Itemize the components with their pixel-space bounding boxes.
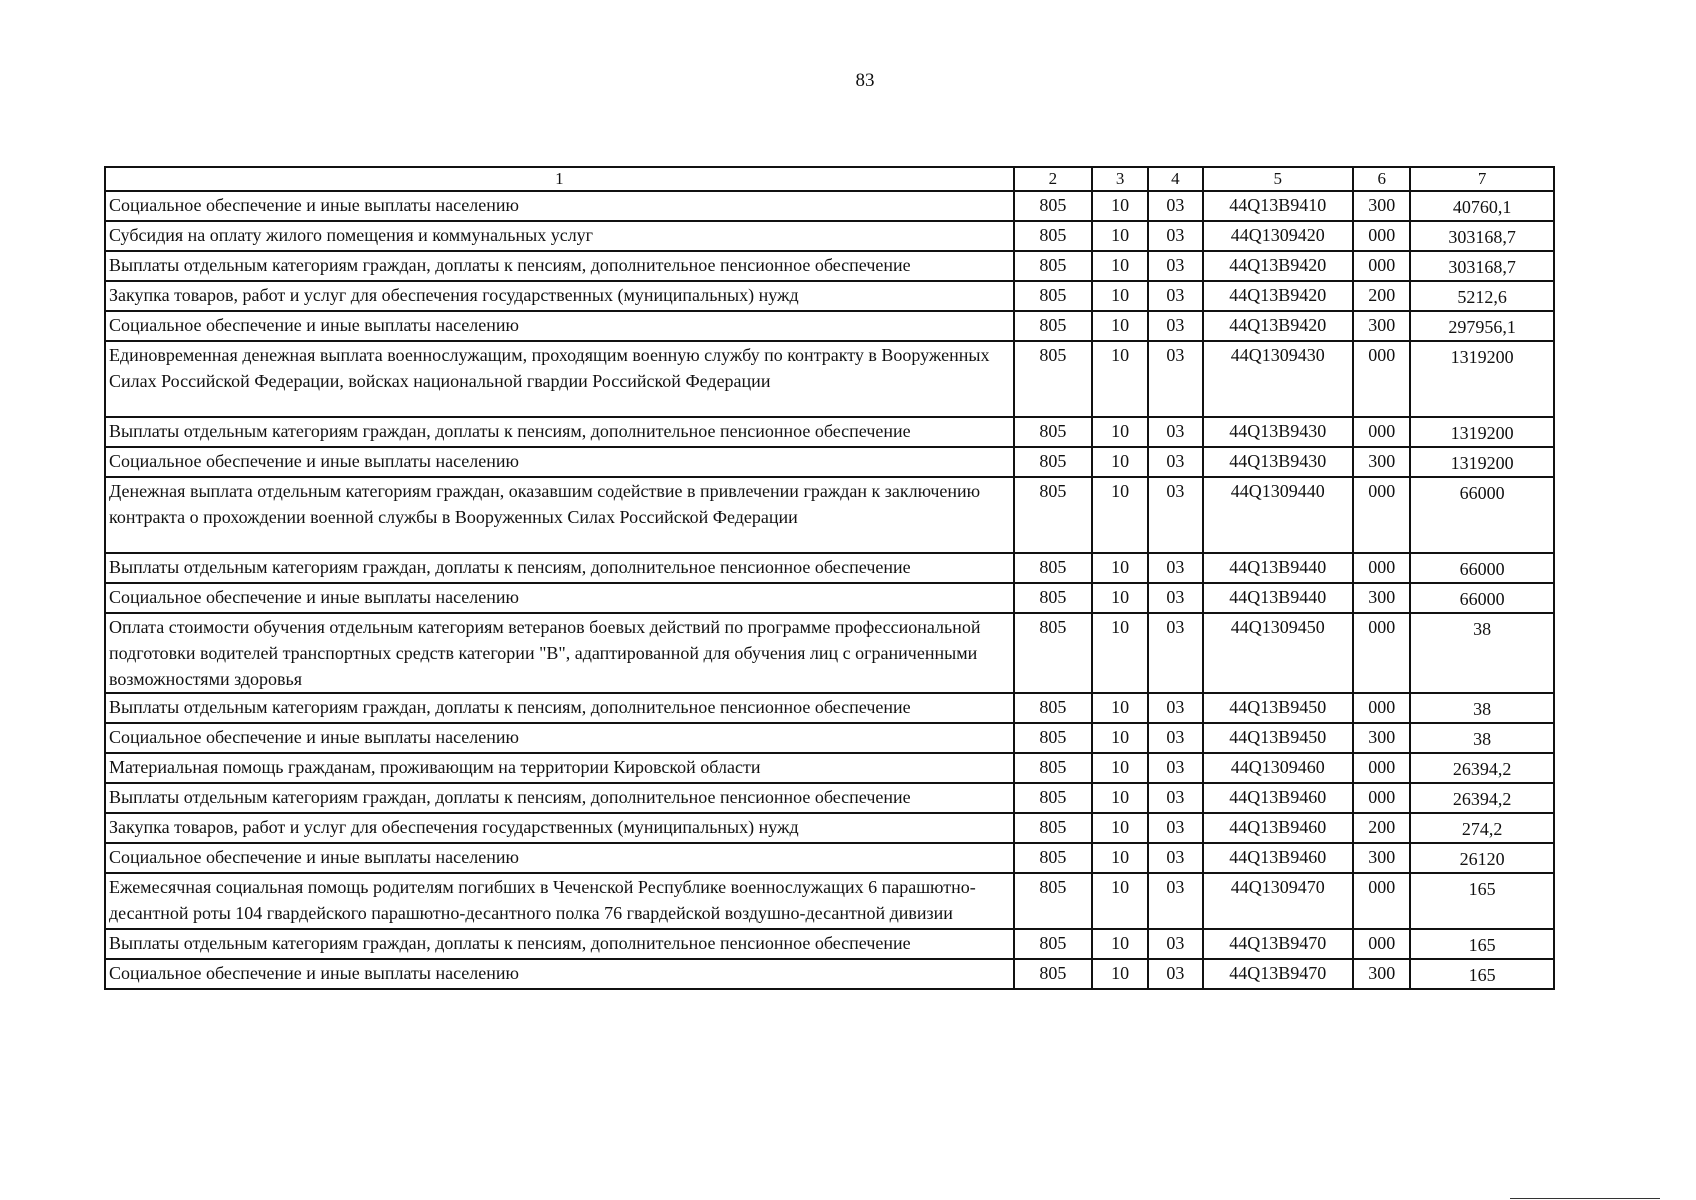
row-description: Социальное обеспечение и иные выплаты населению bbox=[105, 959, 1014, 989]
table-row bbox=[105, 553, 1554, 583]
row-col-2: 805 bbox=[1014, 753, 1092, 783]
row-col-4: 03 bbox=[1148, 417, 1202, 447]
row-col-5: 44Q13B9460 bbox=[1203, 813, 1354, 843]
row-col-2: 805 bbox=[1014, 281, 1092, 311]
row-col-2: 805 bbox=[1014, 723, 1092, 753]
row-description: Материальная помощь гражданам, проживающим на территории Кировской области bbox=[105, 753, 1014, 783]
row-amount: 26394,2 bbox=[1410, 783, 1554, 813]
row-col-2: 805 bbox=[1014, 813, 1092, 843]
row-amount: 1319200 bbox=[1410, 447, 1554, 477]
row-amount: 40760,1 bbox=[1410, 191, 1554, 221]
row-amount: 274,2 bbox=[1410, 813, 1554, 843]
row-col-4: 03 bbox=[1148, 723, 1202, 753]
row-col-3: 10 bbox=[1092, 447, 1148, 477]
table-row bbox=[105, 417, 1554, 447]
row-amount: 38 bbox=[1410, 693, 1554, 723]
table-row bbox=[105, 959, 1554, 989]
row-col-2: 805 bbox=[1014, 929, 1092, 959]
row-description: Выплаты отдельным категориям граждан, доплаты к пенсиям, дополнительное пенсионное обеспечение bbox=[105, 553, 1014, 583]
row-col-5: 44Q1309460 bbox=[1203, 753, 1354, 783]
row-col-2: 805 bbox=[1014, 251, 1092, 281]
row-col-5: 44Q13B9420 bbox=[1203, 251, 1354, 281]
table-row bbox=[105, 873, 1554, 929]
row-amount: 165 bbox=[1410, 873, 1554, 929]
row-col-2: 805 bbox=[1014, 417, 1092, 447]
row-col-5: 44Q1309470 bbox=[1203, 873, 1354, 929]
row-amount: 26120 bbox=[1410, 843, 1554, 873]
table-row bbox=[105, 813, 1554, 843]
row-col-3: 10 bbox=[1092, 723, 1148, 753]
row-amount: 26394,2 bbox=[1410, 753, 1554, 783]
row-col-2: 805 bbox=[1014, 221, 1092, 251]
row-col-6: 200 bbox=[1353, 813, 1410, 843]
row-amount: 1319200 bbox=[1410, 341, 1554, 417]
row-description: Социальное обеспечение и иные выплаты населению bbox=[105, 191, 1014, 221]
table-row bbox=[105, 723, 1554, 753]
row-col-5: 44Q13B9450 bbox=[1203, 723, 1354, 753]
row-amount: 38 bbox=[1410, 723, 1554, 753]
row-col-4: 03 bbox=[1148, 191, 1202, 221]
row-col-3: 10 bbox=[1092, 753, 1148, 783]
row-description: Выплаты отдельным категориям граждан, доплаты к пенсиям, дополнительное пенсионное обеспечение bbox=[105, 417, 1014, 447]
row-amount: 297956,1 bbox=[1410, 311, 1554, 341]
row-col-6: 300 bbox=[1353, 583, 1410, 613]
row-col-2: 805 bbox=[1014, 311, 1092, 341]
row-col-6: 200 bbox=[1353, 281, 1410, 311]
row-col-4: 03 bbox=[1148, 221, 1202, 251]
row-amount: 303168,7 bbox=[1410, 221, 1554, 251]
row-amount: 165 bbox=[1410, 929, 1554, 959]
row-description: Единовременная денежная выплата военнослужащим, проходящим военную службу по контракту в Вооруженных Силах Российской Федерации, войсках национальной гвардии Российской Федерации bbox=[105, 341, 1014, 417]
row-col-5: 44Q1309440 bbox=[1203, 477, 1354, 553]
row-col-3: 10 bbox=[1092, 251, 1148, 281]
table-row bbox=[105, 447, 1554, 477]
row-col-3: 10 bbox=[1092, 873, 1148, 929]
table-header-row bbox=[105, 167, 1554, 191]
row-col-5: 44Q1309450 bbox=[1203, 613, 1354, 693]
table-row bbox=[105, 281, 1554, 311]
row-col-6: 300 bbox=[1353, 723, 1410, 753]
row-description: Выплаты отдельным категориям граждан, доплаты к пенсиям, дополнительное пенсионное обеспечение bbox=[105, 251, 1014, 281]
row-description: Оплата стоимости обучения отдельным категориям ветеранов боевых действий по программе профессиональной подготовки водителей транспортных средств категории "B", адаптированной для обучения лиц с ограниченными возможностями здоровья bbox=[105, 613, 1014, 693]
row-col-4: 03 bbox=[1148, 553, 1202, 583]
table-row bbox=[105, 783, 1554, 813]
row-col-2: 805 bbox=[1014, 873, 1092, 929]
row-col-3: 10 bbox=[1092, 417, 1148, 447]
row-amount: 66000 bbox=[1410, 477, 1554, 553]
row-col-4: 03 bbox=[1148, 251, 1202, 281]
row-description: Социальное обеспечение и иные выплаты населению bbox=[105, 311, 1014, 341]
row-amount: 66000 bbox=[1410, 583, 1554, 613]
row-amount: 303168,7 bbox=[1410, 251, 1554, 281]
row-col-5: 44Q13B9440 bbox=[1203, 583, 1354, 613]
row-col-6: 000 bbox=[1353, 251, 1410, 281]
header-col-1: 1 bbox=[105, 167, 1014, 191]
row-col-4: 03 bbox=[1148, 929, 1202, 959]
row-col-2: 805 bbox=[1014, 613, 1092, 693]
row-col-2: 805 bbox=[1014, 191, 1092, 221]
header-col-2: 2 bbox=[1014, 167, 1092, 191]
header-col-4: 4 bbox=[1148, 167, 1202, 191]
table-row bbox=[105, 311, 1554, 341]
row-col-3: 10 bbox=[1092, 221, 1148, 251]
row-col-6: 000 bbox=[1353, 553, 1410, 583]
row-amount: 5212,6 bbox=[1410, 281, 1554, 311]
row-col-5: 44Q13B9430 bbox=[1203, 417, 1354, 447]
row-description: Выплаты отдельным категориям граждан, доплаты к пенсиям, дополнительное пенсионное обеспечение bbox=[105, 929, 1014, 959]
table-row bbox=[105, 753, 1554, 783]
table-row bbox=[105, 341, 1554, 417]
row-col-4: 03 bbox=[1148, 783, 1202, 813]
row-col-2: 805 bbox=[1014, 447, 1092, 477]
row-description: Социальное обеспечение и иные выплаты населению bbox=[105, 583, 1014, 613]
row-col-6: 000 bbox=[1353, 341, 1410, 417]
row-amount: 1319200 bbox=[1410, 417, 1554, 447]
row-amount: 38 bbox=[1410, 613, 1554, 693]
table-row bbox=[105, 477, 1554, 553]
table-row bbox=[105, 843, 1554, 873]
row-col-3: 10 bbox=[1092, 583, 1148, 613]
row-col-5: 44Q13B9420 bbox=[1203, 281, 1354, 311]
row-description: Выплаты отдельным категориям граждан, доплаты к пенсиям, дополнительное пенсионное обеспечение bbox=[105, 693, 1014, 723]
row-description: Социальное обеспечение и иные выплаты населению bbox=[105, 843, 1014, 873]
row-col-6: 300 bbox=[1353, 191, 1410, 221]
row-col-3: 10 bbox=[1092, 191, 1148, 221]
row-col-5: 44Q13B9440 bbox=[1203, 553, 1354, 583]
header-col-5: 5 bbox=[1203, 167, 1354, 191]
row-col-5: 44Q1309430 bbox=[1203, 341, 1354, 417]
row-col-5: 44Q13B9460 bbox=[1203, 783, 1354, 813]
header-col-6: 6 bbox=[1353, 167, 1410, 191]
row-col-3: 10 bbox=[1092, 843, 1148, 873]
row-col-5: 44Q13B9470 bbox=[1203, 929, 1354, 959]
row-col-5: 44Q13B9430 bbox=[1203, 447, 1354, 477]
row-col-6: 000 bbox=[1353, 753, 1410, 783]
row-col-5: 44Q13B9460 bbox=[1203, 843, 1354, 873]
row-col-4: 03 bbox=[1148, 613, 1202, 693]
table-row bbox=[105, 929, 1554, 959]
row-col-4: 03 bbox=[1148, 311, 1202, 341]
page-number: 83 bbox=[855, 70, 875, 91]
row-col-6: 300 bbox=[1353, 843, 1410, 873]
row-col-4: 03 bbox=[1148, 583, 1202, 613]
divider-line bbox=[1510, 1198, 1660, 1199]
row-col-4: 03 bbox=[1148, 693, 1202, 723]
row-description: Социальное обеспечение и иные выплаты населению bbox=[105, 447, 1014, 477]
row-col-4: 03 bbox=[1148, 813, 1202, 843]
row-col-2: 805 bbox=[1014, 583, 1092, 613]
row-col-2: 805 bbox=[1014, 693, 1092, 723]
row-col-3: 10 bbox=[1092, 783, 1148, 813]
row-col-3: 10 bbox=[1092, 613, 1148, 693]
row-col-6: 000 bbox=[1353, 221, 1410, 251]
row-col-6: 000 bbox=[1353, 929, 1410, 959]
row-col-6: 300 bbox=[1353, 959, 1410, 989]
row-description: Выплаты отдельным категориям граждан, доплаты к пенсиям, дополнительное пенсионное обеспечение bbox=[105, 783, 1014, 813]
row-description: Ежемесячная социальная помощь родителям погибших в Чеченской Республике военнослужащих 6 парашютно-десантной роты 104 гвардейского парашютно-десантного полка 76 гвардейской воздушно-десантной дивизии bbox=[105, 873, 1014, 929]
row-description: Закупка товаров, работ и услуг для обеспечения государственных (муниципальных) нужд bbox=[105, 281, 1014, 311]
row-col-4: 03 bbox=[1148, 843, 1202, 873]
row-col-6: 000 bbox=[1353, 417, 1410, 447]
header-col-3: 3 bbox=[1092, 167, 1148, 191]
table-row bbox=[105, 251, 1554, 281]
row-col-3: 10 bbox=[1092, 813, 1148, 843]
table-row bbox=[105, 191, 1554, 221]
table-row bbox=[105, 221, 1554, 251]
row-col-4: 03 bbox=[1148, 341, 1202, 417]
row-col-4: 03 bbox=[1148, 873, 1202, 929]
row-description: Социальное обеспечение и иные выплаты населению bbox=[105, 723, 1014, 753]
row-col-2: 805 bbox=[1014, 553, 1092, 583]
row-col-6: 000 bbox=[1353, 783, 1410, 813]
row-col-2: 805 bbox=[1014, 341, 1092, 417]
row-col-6: 000 bbox=[1353, 873, 1410, 929]
row-col-3: 10 bbox=[1092, 959, 1148, 989]
row-col-5: 44Q13B9410 bbox=[1203, 191, 1354, 221]
row-col-2: 805 bbox=[1014, 783, 1092, 813]
row-col-6: 000 bbox=[1353, 477, 1410, 553]
row-col-6: 000 bbox=[1353, 693, 1410, 723]
row-col-3: 10 bbox=[1092, 311, 1148, 341]
row-description: Закупка товаров, работ и услуг для обеспечения государственных (муниципальных) нужд bbox=[105, 813, 1014, 843]
row-description: Субсидия на оплату жилого помещения и коммунальных услуг bbox=[105, 221, 1014, 251]
budget-table bbox=[104, 166, 1555, 990]
row-col-3: 10 bbox=[1092, 693, 1148, 723]
table-row bbox=[105, 613, 1554, 693]
row-col-5: 44Q1309420 bbox=[1203, 221, 1354, 251]
row-amount: 66000 bbox=[1410, 553, 1554, 583]
row-col-6: 000 bbox=[1353, 613, 1410, 693]
row-description: Денежная выплата отдельным категориям граждан, оказавшим содействие в привлечении граждан к заключению контракта о прохождении военной службы в Вооруженных Силах Российской Федерации bbox=[105, 477, 1014, 553]
row-col-4: 03 bbox=[1148, 959, 1202, 989]
row-col-5: 44Q13B9470 bbox=[1203, 959, 1354, 989]
row-col-5: 44Q13B9420 bbox=[1203, 311, 1354, 341]
header-col-7: 7 bbox=[1410, 167, 1554, 191]
row-col-2: 805 bbox=[1014, 477, 1092, 553]
row-col-3: 10 bbox=[1092, 341, 1148, 417]
row-col-4: 03 bbox=[1148, 477, 1202, 553]
table-row bbox=[105, 693, 1554, 723]
row-col-4: 03 bbox=[1148, 447, 1202, 477]
row-col-5: 44Q13B9450 bbox=[1203, 693, 1354, 723]
row-col-3: 10 bbox=[1092, 553, 1148, 583]
row-amount: 165 bbox=[1410, 959, 1554, 989]
row-col-6: 300 bbox=[1353, 311, 1410, 341]
row-col-3: 10 bbox=[1092, 477, 1148, 553]
row-col-4: 03 bbox=[1148, 753, 1202, 783]
table-row bbox=[105, 583, 1554, 613]
row-col-2: 805 bbox=[1014, 843, 1092, 873]
row-col-6: 300 bbox=[1353, 447, 1410, 477]
row-col-4: 03 bbox=[1148, 281, 1202, 311]
row-col-3: 10 bbox=[1092, 281, 1148, 311]
row-col-2: 805 bbox=[1014, 959, 1092, 989]
row-col-3: 10 bbox=[1092, 929, 1148, 959]
